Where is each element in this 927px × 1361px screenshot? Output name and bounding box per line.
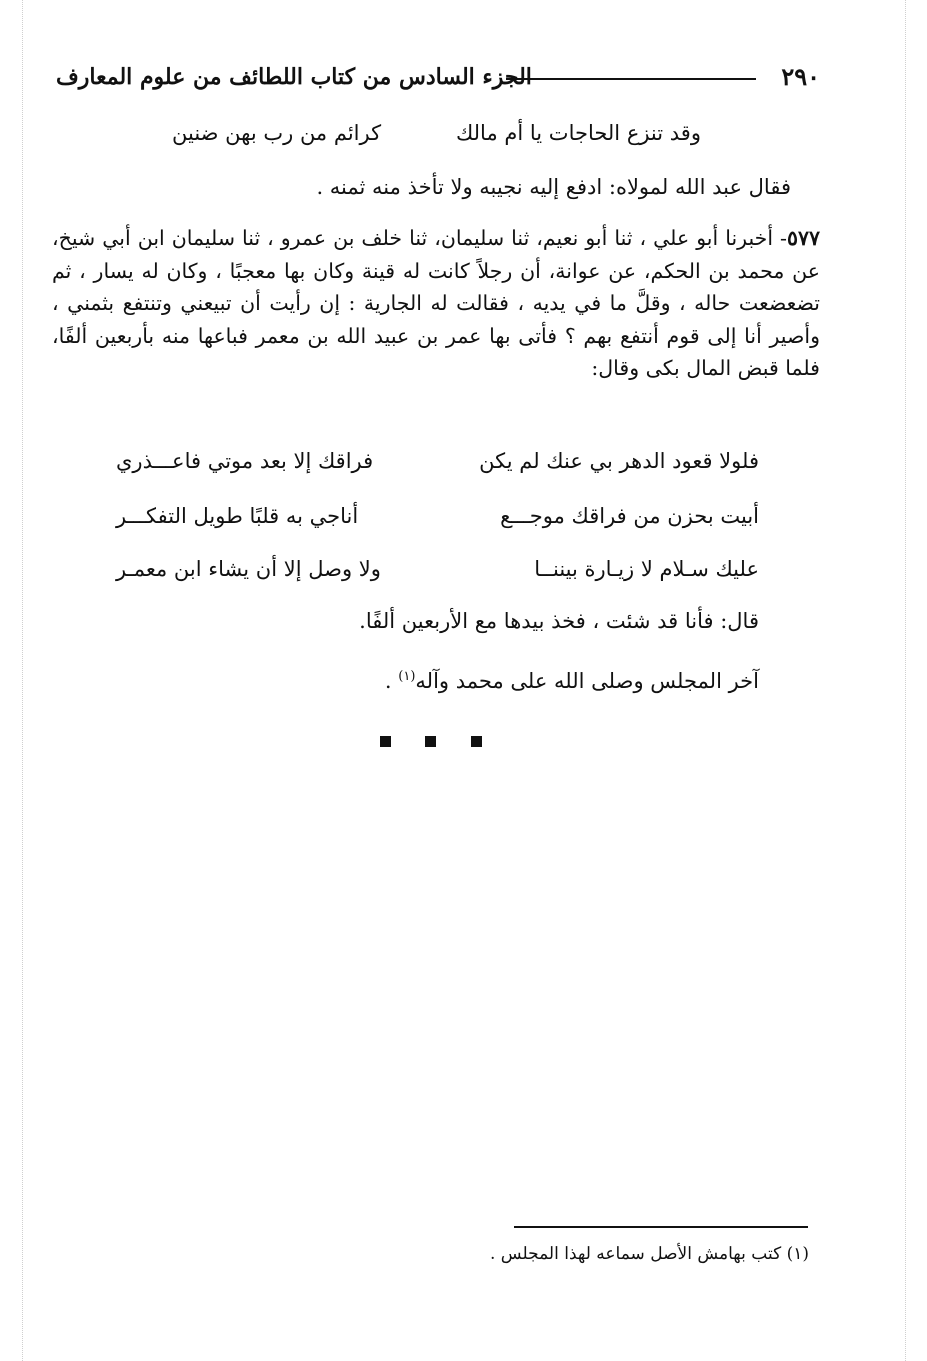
paragraph-577 [52,222,820,385]
scan-guide-line [905,0,906,1361]
verse-1-second-hemistich: كرائم من رب بهن ضنين [172,121,382,145]
footnote-separator [514,1226,808,1228]
poem-line-3-first: عليك سـلام لا زيـارة بيننــا [534,557,759,581]
running-title: الجزء السادس من كتاب اللطائف من علوم المعارف [56,64,532,90]
section-ornament-square [471,736,482,747]
paragraph-abdullah-reply: فقال عبد الله لمولاه: ادفع إليه نجيبه ولا تأخذ منه ثمنه . [316,175,791,199]
poem-line-1-second: فراقك إلا بعد موتي فاعـــذري [116,449,374,473]
footnote: (١) كتب بهامش الأصل سماعه لهذا المجلس . [490,1244,809,1264]
hadith-number: ٥٧٧ [786,226,820,250]
header-rule [506,78,756,80]
paragraph-closing [385,662,759,696]
section-ornament-square [380,736,391,747]
hadith-text: - أخبرنا أبو علي ، ثنا أبو نعيم، ثنا سليمان، ثنا خلف بن عمرو ، ثنا سليمان ابن أبي شيخ، عن محمد بن الحكم، عن عوانة، أن رجلاً كانت له قينة وكان بها معجبًا ، وكان له يسار ، ثم تضعضعت حاله ، وقلَّ ما في يديه ، فقالت له الجارية : إن رأيت أن تبيعني وتنتفع بثمني ، وأصير أنا إلى قوم أنتفع بهم ؟ فأتى بها عمر بن عبيد الله بن معمر فباعها منه بأربعين ألفًا، فلما قبض المال بكى وقال: [52,226,820,380]
poem-line-2-second: أناجي به قلبًا طويل التفكـــر [116,504,359,528]
paragraph-conclusion: قال: فأنا قد شئت ، فخذ بيدها مع الأربعين ألفًا. [359,609,759,633]
scan-guide-line [22,0,23,1361]
closing-period: . [384,669,399,693]
verse-1-first-hemistich: وقد تنزع الحاجات يا أم مالك [455,121,701,145]
page-header [50,62,820,96]
closing-text: آخر المجلس وصلى الله على محمد وآله [415,669,759,693]
page-number: ٢٩٠ [781,62,820,91]
poem-line-2-first: أبيت بحزن من فراقك موجـــع [500,504,759,528]
poem-line-3-second: ولا وصل إلا أن يشاء ابن معمـر [116,557,381,581]
poem-line-1-first: فلولا قعود الدهر بي عنك لم يكن [479,449,759,473]
footnote-reference: (١) [398,669,416,684]
section-ornament-square [425,736,436,747]
